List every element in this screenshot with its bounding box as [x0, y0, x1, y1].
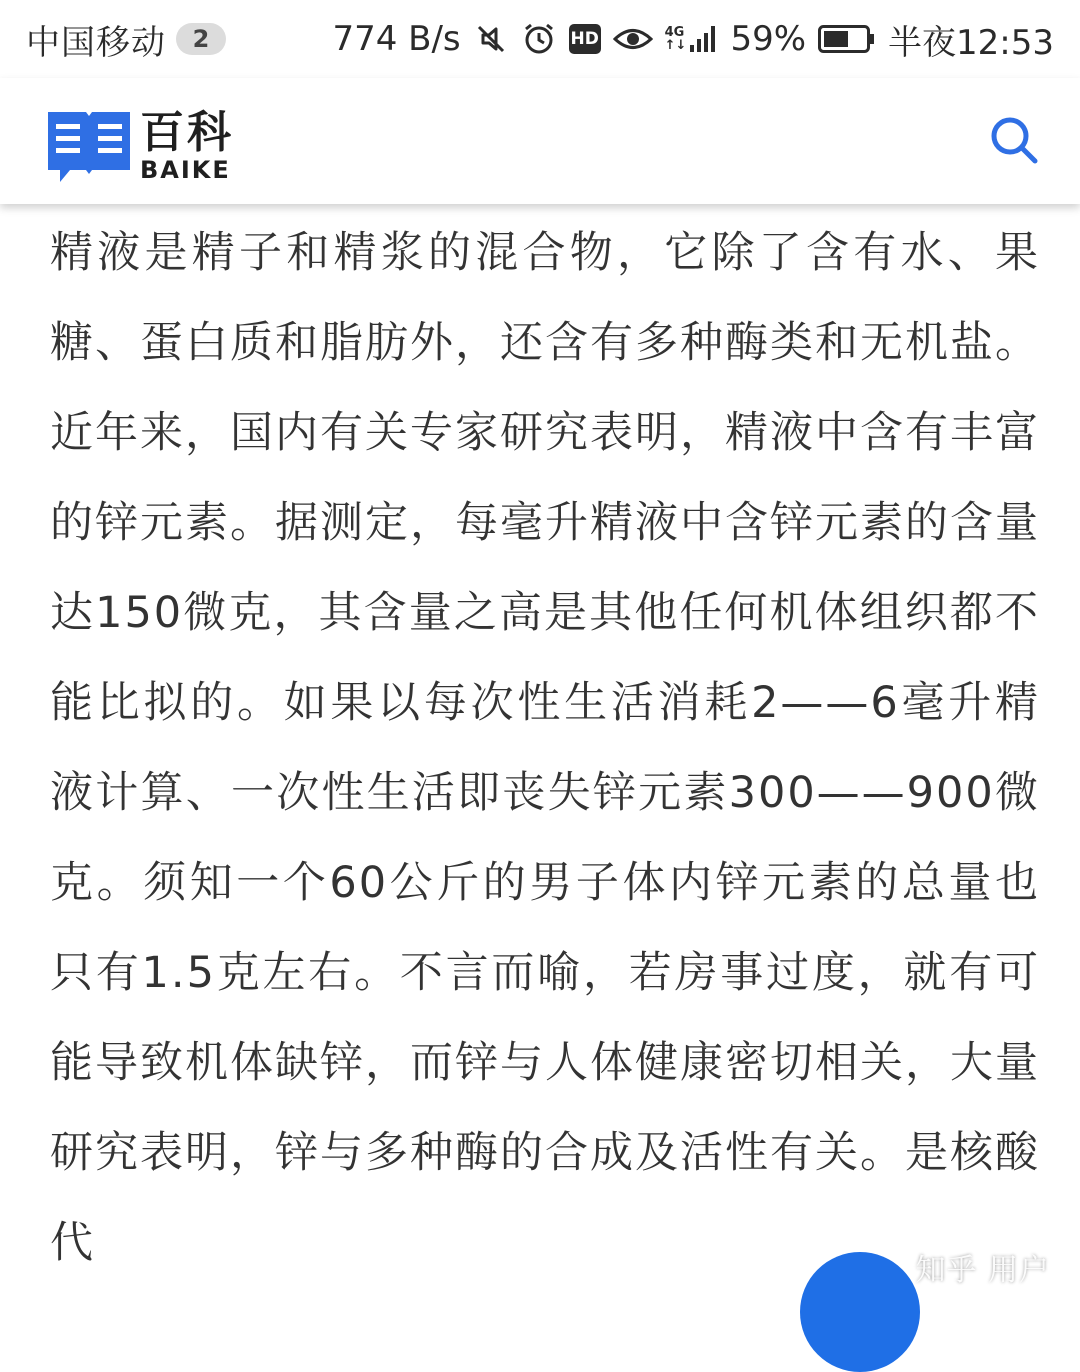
notification-count-badge: 2: [176, 23, 226, 55]
status-bar-right: [332, 15, 1054, 64]
clock: 半夜12:53: [888, 22, 1054, 63]
search-icon: [988, 114, 1040, 166]
carrier-label: 中国移动: [26, 22, 166, 63]
floating-action-button[interactable]: [800, 1252, 920, 1372]
eye-icon: [613, 24, 653, 54]
alarm-icon: [521, 21, 557, 57]
baike-logo[interactable]: [48, 108, 234, 184]
mute-icon: [473, 21, 509, 57]
logo-title: 百科: [140, 106, 234, 158]
book-logo-icon: [48, 108, 130, 184]
network-speed: 774 B/s: [332, 19, 461, 59]
battery-percent: 59%: [730, 19, 807, 59]
logo-subtitle: BAIKE: [140, 155, 231, 184]
status-bar: [0, 0, 1080, 78]
network-type-label: 4G: [664, 25, 685, 40]
network-direction-label: ↑↓: [664, 38, 687, 53]
signal-icon: [665, 24, 719, 54]
status-bar-left: [26, 15, 226, 64]
battery-icon: [818, 25, 876, 53]
hd-icon: HD: [569, 24, 601, 54]
search-button[interactable]: [988, 114, 1040, 166]
watermark: 知乎 用户: [915, 1253, 1050, 1288]
app-header: [0, 78, 1080, 204]
article-body: 精液是精子和精浆的混合物，它除了含有水、果糖、蛋白质和脂肪外，还含有多种酶类和无机盐。近年来，国内有关专家研究表明，精液中含有丰富的锌元素。据测定，每毫升精液中含锌元素的含量达150微克，其含量之高是其他任何机体组织都不能比拟的。如果以每次性生活消耗2——6毫升精液计算、一次性生活即丧失锌元素300——900微克。须知一个60公斤的男子体内锌元素的总量也只有1.5克左右。不言而喻，若房事过度，就有可能导致机体缺锌，而锌与人体健康密切相关，大量研究表明，锌与多种酶的合成及活性有关。是核酸代: [50, 228, 1040, 1268]
